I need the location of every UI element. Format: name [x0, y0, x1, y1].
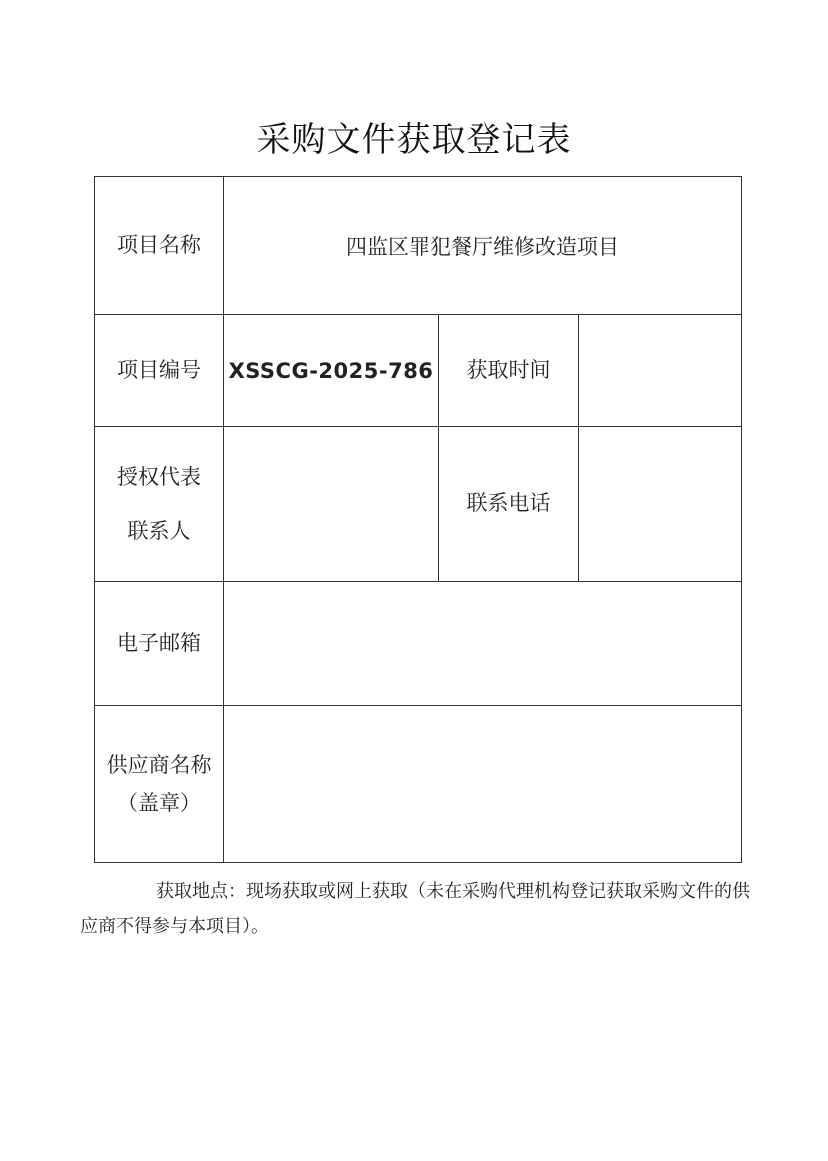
supplier-label-line1: 供应商名称 [106, 753, 212, 777]
obtain-time-field[interactable] [579, 315, 742, 427]
phone-field[interactable] [579, 427, 742, 582]
email-field[interactable] [224, 582, 742, 706]
representative-field[interactable] [224, 427, 439, 582]
obtain-time-label: 获取时间 [439, 315, 579, 427]
row-supplier [95, 706, 742, 863]
representative-label [95, 427, 224, 582]
row-project-name [95, 177, 742, 315]
row-email [95, 582, 742, 706]
registration-table [94, 176, 742, 863]
project-code-value: XSSCG-2025-786 [224, 315, 439, 427]
row-project-code [95, 315, 742, 427]
supplier-label-line2: （盖章） [117, 791, 201, 815]
supplier-label [95, 706, 224, 863]
project-name-value: 四监区罪犯餐厅维修改造项目 [224, 177, 742, 315]
footnote-text: 获取地点：现场获取或网上获取（未在采购代理机构登记获取采购文件的供应商不得参与本项目）。 [80, 881, 750, 937]
document-title: 采购文件获取登记表 [256, 120, 572, 160]
row-representative [95, 427, 742, 582]
project-code-label: 项目编号 [95, 315, 224, 427]
representative-label-line1: 授权代表 [117, 465, 201, 489]
representative-label-line2: 联系人 [127, 519, 191, 543]
registration-form [94, 176, 742, 863]
phone-label: 联系电话 [439, 427, 579, 582]
supplier-field[interactable] [224, 706, 742, 863]
project-name-label: 项目名称 [95, 177, 224, 315]
email-label: 电子邮箱 [95, 582, 224, 706]
